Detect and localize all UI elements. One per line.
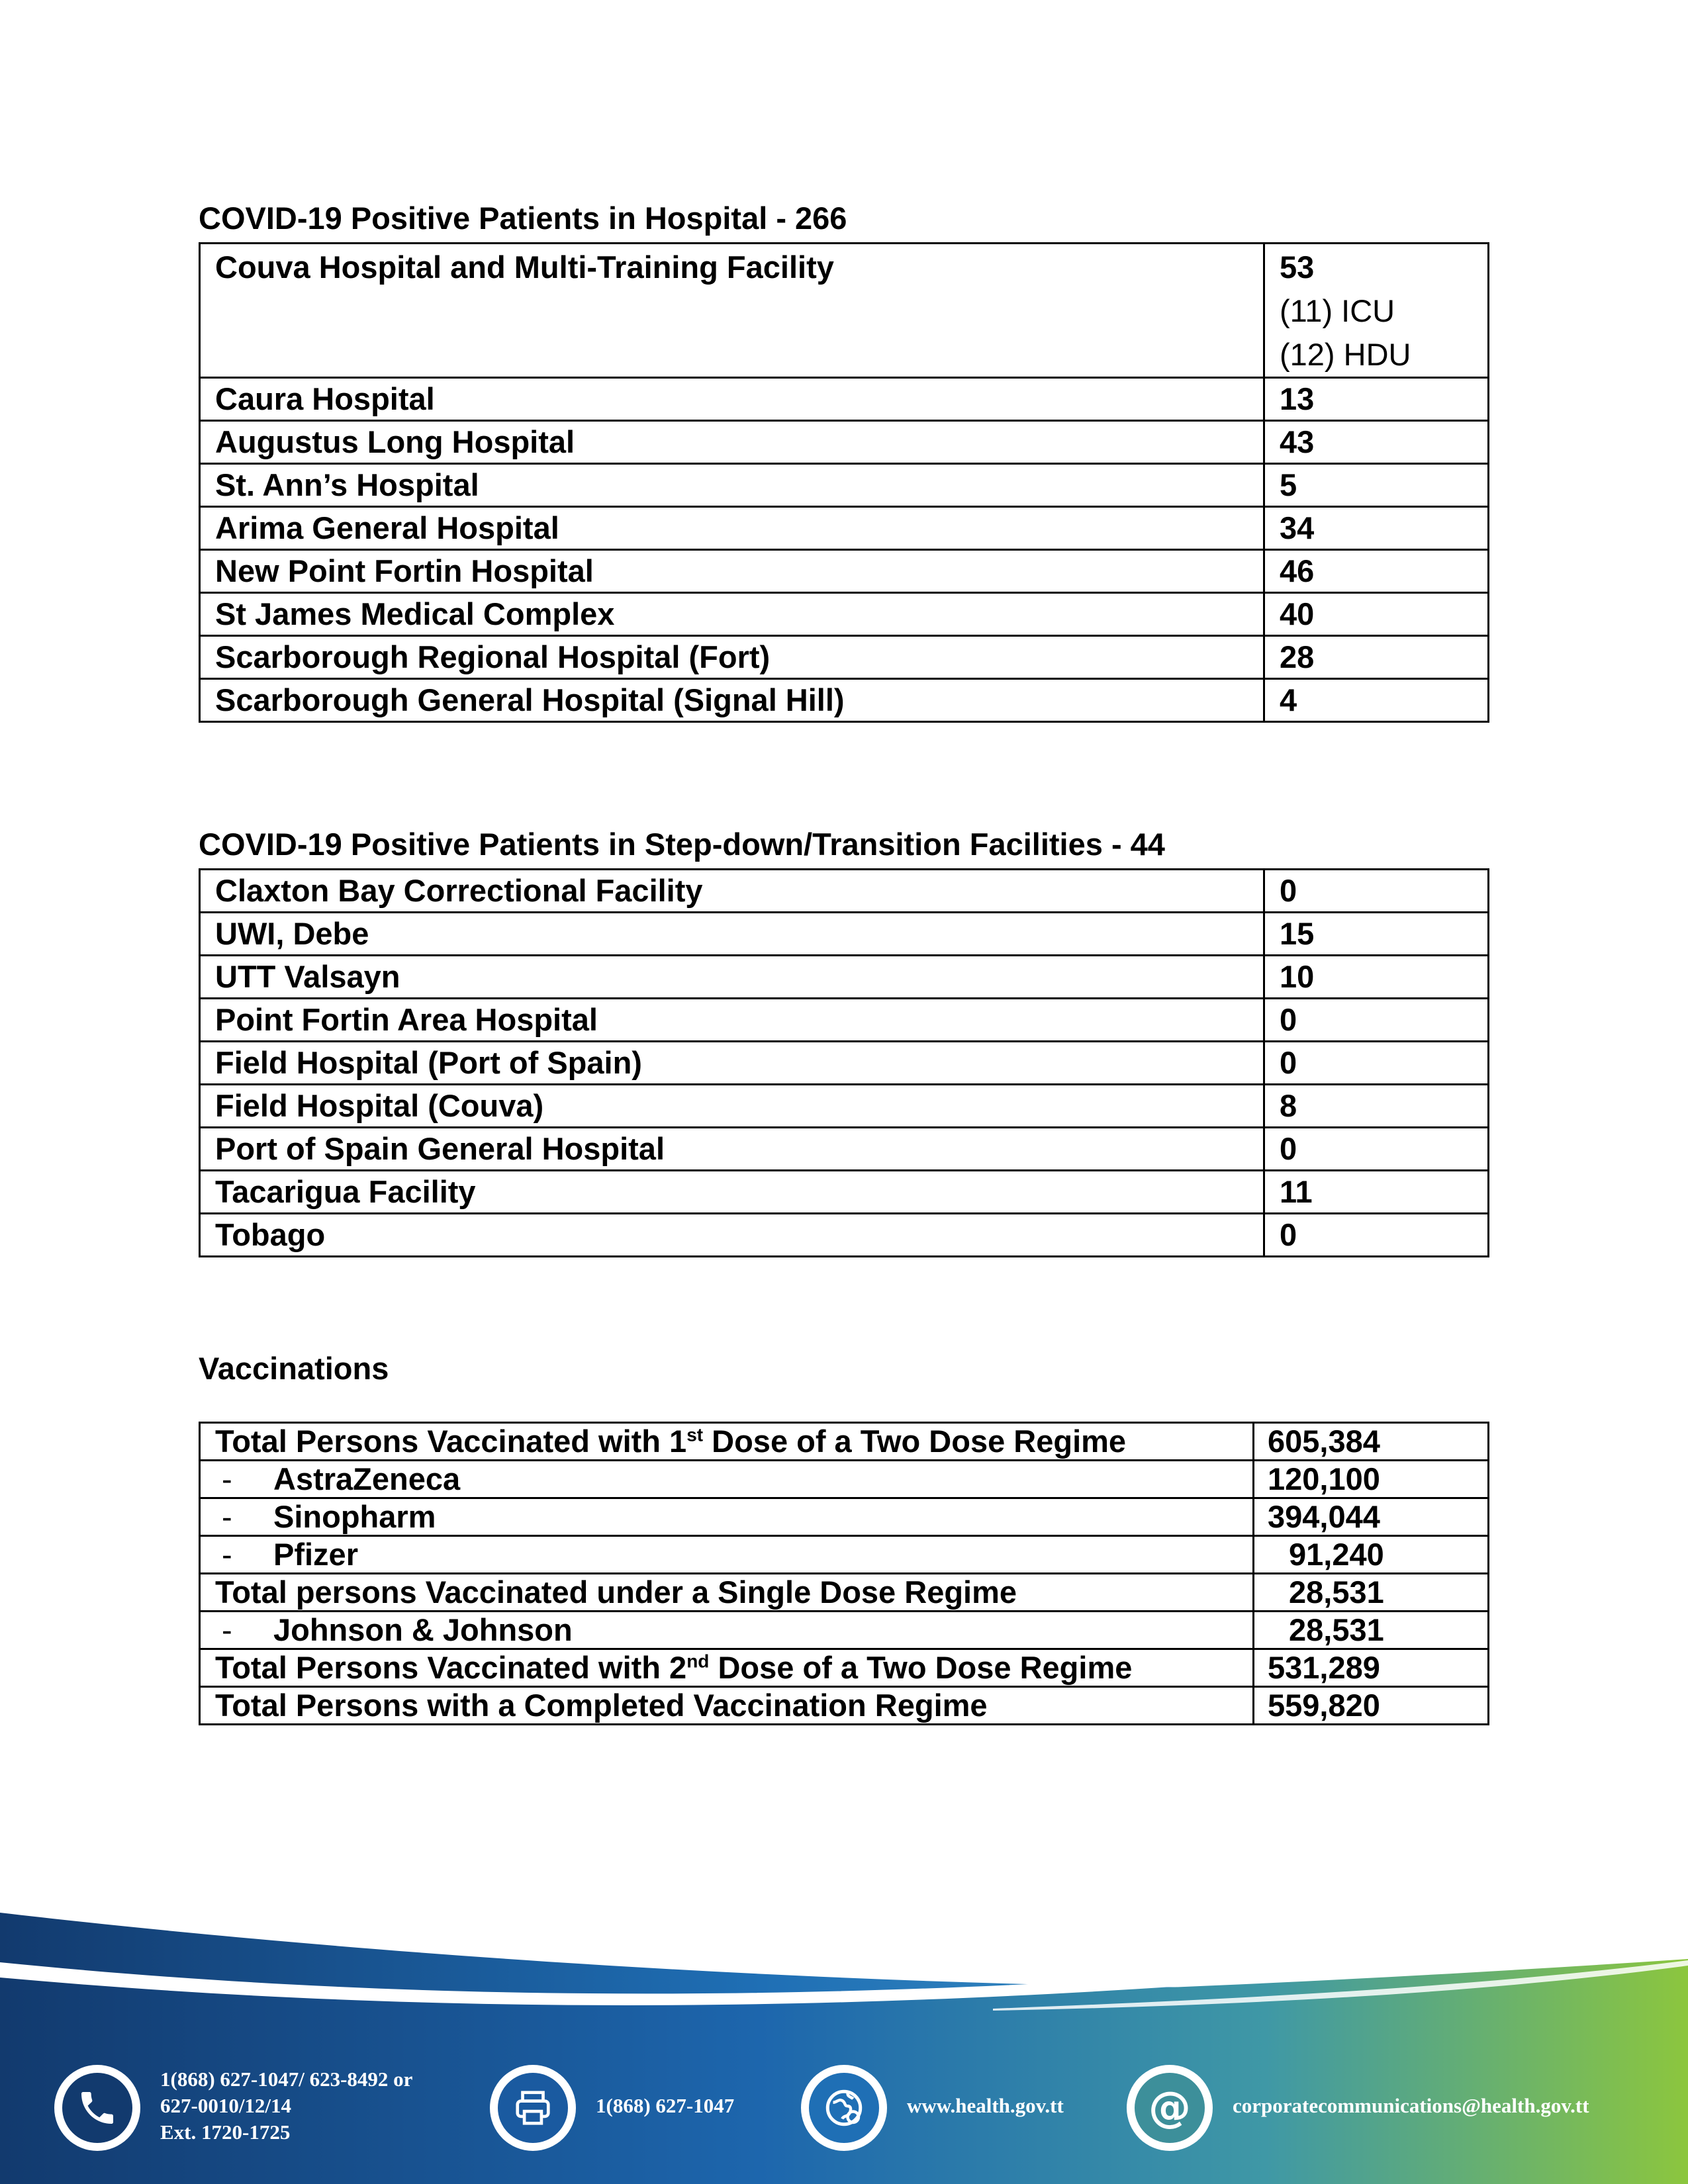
list-dash: - <box>222 1537 232 1572</box>
facility-name: UTT Valsayn <box>200 956 1264 999</box>
facility-name: Caura Hospital <box>200 378 1264 421</box>
list-dash: - <box>222 1461 232 1496</box>
facility-name: Couva Hospital and Multi-Training Facility <box>200 244 1264 378</box>
vaccination-value: 28,531 <box>1254 1574 1489 1612</box>
table-row <box>200 679 1489 722</box>
table-row <box>200 244 1489 378</box>
facility-name: Scarborough General Hospital (Signal Hill) <box>200 679 1264 722</box>
facility-value: 11 <box>1264 1171 1489 1214</box>
footer <box>0 1899 1688 2184</box>
table-row <box>200 1574 1489 1612</box>
hospital-heading: COVID-19 Positive Patients in Hospital - 266 <box>199 201 847 236</box>
phone-icon <box>54 2065 140 2151</box>
vaccination-label <box>200 1423 1254 1461</box>
hospital-table <box>199 242 1489 723</box>
phone-line: Ext. 1720-1725 <box>160 2120 291 2144</box>
printer-icon <box>490 2065 576 2151</box>
facility-value: 40 <box>1264 593 1489 636</box>
table-row <box>200 1171 1489 1214</box>
label-text: Sinopharm <box>273 1499 436 1534</box>
facility-name: St James Medical Complex <box>200 593 1264 636</box>
phone-line: 627-0010/12/14 <box>160 2094 292 2117</box>
facility-value <box>1264 244 1489 378</box>
facility-value: 5 <box>1264 464 1489 507</box>
table-row <box>200 1085 1489 1128</box>
label-text: Dose of a Two Dose Regime <box>703 1424 1127 1459</box>
facility-value: 4 <box>1264 679 1489 722</box>
table-row <box>200 636 1489 679</box>
vaccination-label <box>200 1461 1254 1498</box>
table-row <box>200 1687 1489 1725</box>
facility-value: 0 <box>1264 1128 1489 1171</box>
table-row <box>200 1042 1489 1085</box>
table-row <box>200 1649 1489 1687</box>
facility-name: Scarborough Regional Hospital (Fort) <box>200 636 1264 679</box>
globe-icon <box>801 2065 887 2151</box>
table-row <box>200 593 1489 636</box>
table-row <box>200 1612 1489 1649</box>
table-row <box>200 507 1489 550</box>
vaccination-label: Total persons Vaccinated under a Single Dose Regime <box>200 1574 1254 1612</box>
vaccination-value: 559,820 <box>1254 1687 1489 1725</box>
facility-value: 10 <box>1264 956 1489 999</box>
label-text: Johnson & Johnson <box>273 1612 573 1647</box>
table-row <box>200 956 1489 999</box>
vaccination-value: 605,384 <box>1254 1423 1489 1461</box>
stepdown-heading: COVID-19 Positive Patients in Step-down/Transition Facilities - 44 <box>199 827 1165 862</box>
vaccination-label: Total Persons with a Completed Vaccination Regime <box>200 1687 1254 1725</box>
vaccination-value: 120,100 <box>1254 1461 1489 1498</box>
vaccination-label <box>200 1649 1254 1687</box>
vaccination-value: 91,240 <box>1254 1536 1489 1574</box>
facility-value: 0 <box>1264 1042 1489 1085</box>
vaccination-label <box>200 1612 1254 1649</box>
facility-value: 8 <box>1264 1085 1489 1128</box>
email[interactable]: corporatecommunications@health.gov.tt <box>1233 2094 1589 2117</box>
facility-value: 46 <box>1264 550 1489 593</box>
at-symbol: @ <box>1135 2073 1205 2143</box>
website[interactable]: www.health.gov.tt <box>907 2094 1064 2117</box>
facility-name: Claxton Bay Correctional Facility <box>200 870 1264 913</box>
facility-name: Point Fortin Area Hospital <box>200 999 1264 1042</box>
table-row <box>200 421 1489 464</box>
table-row <box>200 870 1489 913</box>
facility-name: Tobago <box>200 1214 1264 1257</box>
facility-name: Port of Spain General Hospital <box>200 1128 1264 1171</box>
facility-value: 0 <box>1264 870 1489 913</box>
table-row <box>200 464 1489 507</box>
facility-value: 43 <box>1264 421 1489 464</box>
vaccination-label <box>200 1536 1254 1574</box>
facility-name: New Point Fortin Hospital <box>200 550 1264 593</box>
vaccination-value: 531,289 <box>1254 1649 1489 1687</box>
ordinal-suffix: nd <box>686 1651 710 1672</box>
facility-value: 0 <box>1264 1214 1489 1257</box>
facility-name: St. Ann’s Hospital <box>200 464 1264 507</box>
ordinal-suffix: st <box>686 1424 704 1445</box>
table-row <box>200 1423 1489 1461</box>
label-text: AstraZeneca <box>273 1461 461 1496</box>
vaccinations-heading: Vaccinations <box>199 1351 389 1386</box>
facility-value: 34 <box>1264 507 1489 550</box>
facility-value: 13 <box>1264 378 1489 421</box>
label-text: Dose of a Two Dose Regime <box>709 1650 1133 1685</box>
table-row <box>200 550 1489 593</box>
facility-value: 15 <box>1264 913 1489 956</box>
table-row <box>200 913 1489 956</box>
couva-total: 53 <box>1280 250 1315 285</box>
table-row <box>200 1536 1489 1574</box>
facility-name: Tacarigua Facility <box>200 1171 1264 1214</box>
at-sign-icon <box>1127 2065 1213 2151</box>
facility-value: 0 <box>1264 999 1489 1042</box>
facility-name: Field Hospital (Couva) <box>200 1085 1264 1128</box>
couva-hdu: (12) HDU <box>1280 337 1411 372</box>
label-text: Total Persons Vaccinated with 1 <box>215 1424 687 1459</box>
vaccination-value: 28,531 <box>1254 1612 1489 1649</box>
stepdown-table <box>199 868 1489 1257</box>
table-row <box>200 378 1489 421</box>
table-row <box>200 1214 1489 1257</box>
facility-name: Field Hospital (Port of Spain) <box>200 1042 1264 1085</box>
couva-icu: (11) ICU <box>1280 293 1395 328</box>
table-row <box>200 1128 1489 1171</box>
facility-value: 28 <box>1264 636 1489 679</box>
table-row <box>200 1461 1489 1498</box>
label-text: Pfizer <box>273 1537 358 1572</box>
table-row <box>200 1498 1489 1536</box>
vaccination-value: 394,044 <box>1254 1498 1489 1536</box>
facility-name: UWI, Debe <box>200 913 1264 956</box>
facility-name: Augustus Long Hospital <box>200 421 1264 464</box>
table-row <box>200 999 1489 1042</box>
facility-name: Arima General Hospital <box>200 507 1264 550</box>
label-text: Total Persons Vaccinated with 2 <box>215 1650 687 1685</box>
vaccinations-table <box>199 1422 1489 1725</box>
list-dash: - <box>222 1499 232 1534</box>
fax-number: 1(868) 627-1047 <box>596 2094 735 2117</box>
list-dash: - <box>222 1612 232 1647</box>
vaccination-label <box>200 1498 1254 1536</box>
phone-numbers <box>160 2066 412 2146</box>
phone-line: 1(868) 627-1047/ 623-8492 or <box>160 2068 413 2091</box>
